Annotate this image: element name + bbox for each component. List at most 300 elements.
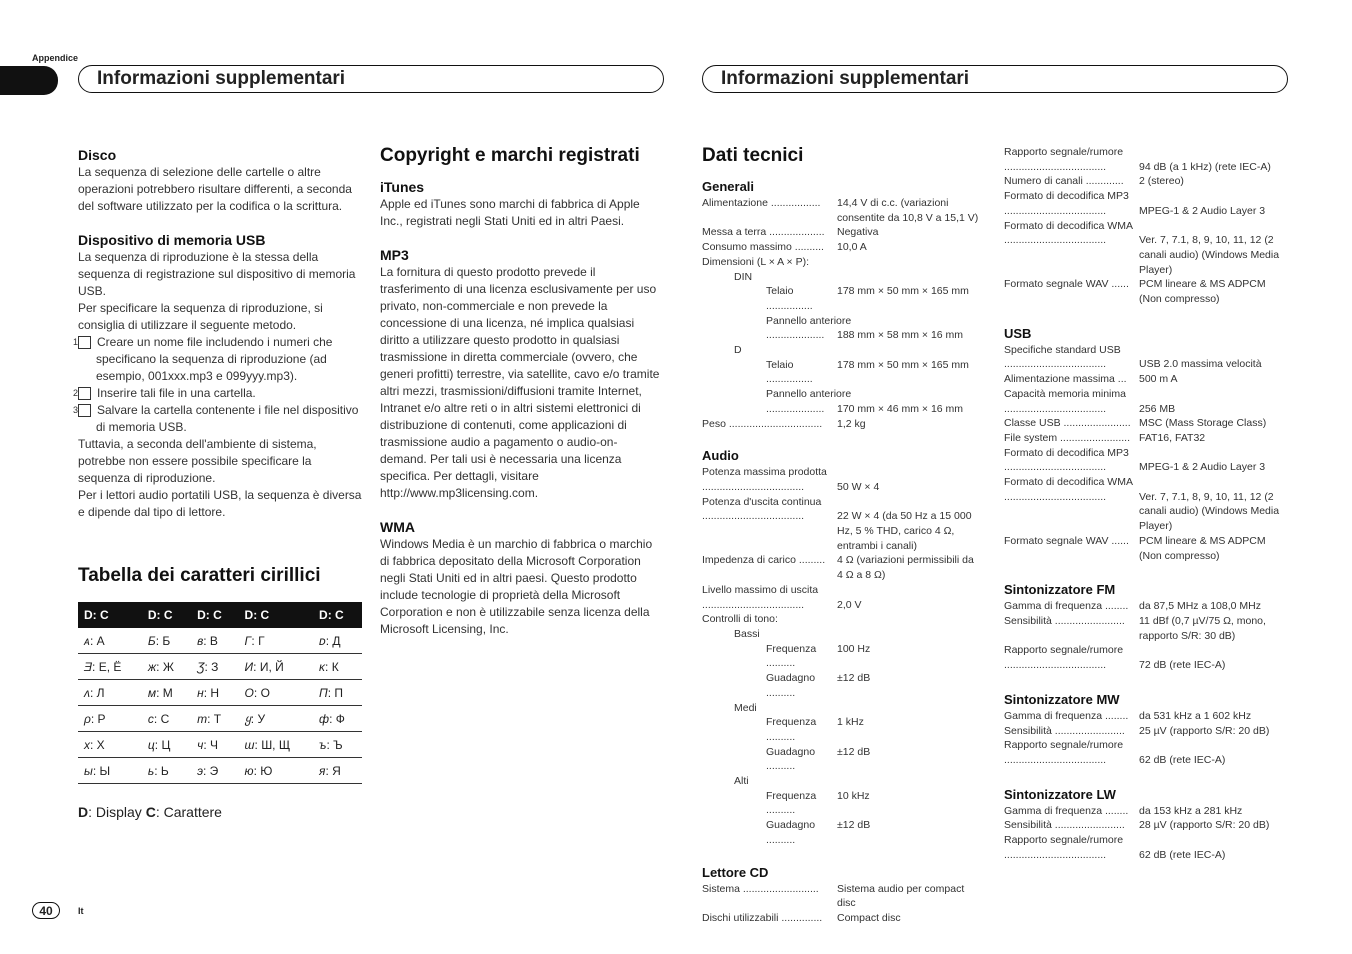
spec-label: Impedenza di carico ......... [702,554,826,567]
display-glyph: я [319,763,326,778]
disco-title: Disco [78,147,117,163]
cd-title: Lettore CD [702,864,769,880]
display-glyph: ь [147,763,155,778]
character: Ц [161,737,171,752]
right-top-specs [1004,145,1288,307]
cyrillic-cell: ʌ: Л [78,680,142,706]
spec-label: Formato di decodifica MP3 [1004,446,1129,459]
spec-label: Rapporto segnale/rumore [1004,146,1124,158]
usb-memory-p3: Tuttavia, a seconda dell'ambiente di sistema, potrebbe non essere possibile specificare la sequenza di riproduzione. [78,437,317,485]
usb-memory-p1: La sequenza di riproduzione è la stessa della sequenza di registrazione sul dispositivo di memoria USB. [78,250,356,298]
display-glyph: ᴀ [84,633,90,648]
spec-label: Guadagno .......... [766,819,816,846]
spec-row [702,465,982,480]
spec-value: 62 dB (rete IEC-A) [1139,848,1226,861]
spec-row [702,225,982,240]
section-label: Appendice [32,53,79,63]
display-glyph: ш [244,737,255,752]
disco-text: La sequenza di selezione delle cartelle o altre operazioni potrebbero risultare differenti, a seconda del software utilizzato per la codifica o la scrittura. [78,165,352,213]
column-2 [380,144,664,638]
spec-value: Ver. 7, 7.1, 8, 9, 10, 11, 12 (2 canali audio) (Windows Media Player) [1139,490,1280,533]
character: Г [258,633,265,648]
spec-row [702,583,982,598]
spec-row [702,270,982,285]
spec-label: Alimentazione massima ... [1004,373,1127,386]
copyright-title: Copyright e marchi registrati [380,145,640,166]
fm-title: Sintonizzatore FM [1004,582,1116,598]
spec-label: Specifiche standard USB [1004,343,1121,356]
spec-row [1004,204,1288,219]
spec-label: Telaio ................ [766,285,813,312]
spec-value: 10,0 A [837,241,867,254]
cyrillic-table-wrap [78,602,362,784]
spec-row [702,387,982,402]
spec-value: FAT16, FAT32 [1139,431,1206,444]
mp3-text: La fornitura di questo prodotto prevede il trasferimento di una licenza esclusivamente per uso privato, non-commerciale e non prevede la concessione di una licenza, né implica qualsiasi diritto a utilizzare questo prodotto in qualsiasi trasmissione in diretta commerciale (ovvero, che generi profitti) terrestre, via satellite, cavo e/o tramite altri mezzi, trasmissioni/diffusioni tramite Internet, Intranet e/o altre reti o in altri sistemi elettronici di distribuzione di contenuti, come applicazioni di trasmissione audio a pagamento o audio-on-demand. Per tali usi è necessaria una licenza specifica. Per dettagli, visitare http://www.mp3licensing.com. [380,265,660,500]
cyrillic-cell: О: О [239,680,313,706]
character: Ф [335,711,345,726]
spec-value: ±12 dB [837,672,871,685]
spec-row [702,818,982,847]
step-number: 2 [78,387,91,400]
spec-label: Guadagno .......... [766,672,816,699]
display-glyph: ĸ [319,659,326,674]
spec-label: ................................... [1004,753,1107,766]
character: Э [209,763,219,778]
display-glyph: ʌ [84,685,90,700]
spec-label: Gamma di frequenza ........ [1004,600,1129,613]
spec-value: 178 mm × 50 mm × 165 mm [837,285,969,298]
spec-value: 22 W × 4 (da 50 Hz a 15 000 Hz, 5 % THD, carico 4 Ω, entrambi i canali) [837,510,972,552]
character: К [331,659,339,674]
spec-row [702,553,982,582]
spec-row [702,343,982,358]
spec-label: Potenza massima prodotta [702,466,827,479]
character: И, Й [259,659,284,674]
legend-c: C [145,804,156,820]
spec-label: ................................... [702,598,805,611]
usb-step-3 [72,402,362,436]
display-glyph: ყ [244,711,251,726]
spec-row [1004,709,1288,724]
spec-row [1004,658,1288,673]
character: Б [162,633,171,648]
spec-value: da 531 kHz a 1 602 kHz [1139,709,1252,722]
spec-label: Medi [734,701,757,714]
spec-row [702,612,982,627]
spec-label: Guadagno .......... [766,745,816,773]
legend-d: D [78,804,89,820]
spec-value: PCM lineare & MS ADPCM (Non compresso) [1139,278,1266,306]
cyrillic-cell: ĸ: К [313,654,362,680]
spec-value: 4 Ω (variazioni permissibili da 4 Ω a 8 Ω) [837,554,974,582]
cyrillic-header-cell: D: C [313,602,362,628]
spec-label: ................................... [702,510,805,523]
character: Ш, Щ [261,737,291,752]
spec-label: Consumo massimo .......... [702,241,824,254]
spec-value: Sistema audio per compact disc [837,882,965,910]
cyrillic-cell: ю: Ю [239,758,313,784]
display-glyph: Ƃ [147,633,156,648]
cyrillic-row [78,654,362,680]
cyrillic-header-cell: D: C [142,602,191,628]
spec-row [702,911,982,926]
spec-label: Pannello anteriore [766,314,852,327]
itunes-text: Apple ed iTunes sono marchi di fabbrica di Apple Inc., registrati negli Stati Uniti ed in altri Paesi. [380,197,640,228]
cyrillic-cell: П: П [313,680,362,706]
spec-value: 2 (stereo) [1139,175,1184,188]
spec-row [702,417,982,432]
spec-row [1004,145,1288,160]
display-glyph: э [197,763,203,778]
spec-value: Negativa [837,226,879,239]
spec-label: Dimensioni (L × A × P): [702,255,809,268]
spec-row [1004,460,1288,475]
spec-label: ................................... [1004,358,1107,371]
spec-row [702,715,982,744]
cyrillic-cell: я: Я [313,758,362,784]
character: А [96,633,105,648]
spec-label: Formato di decodifica WMA [1004,219,1133,232]
display-glyph: Γ [244,633,252,648]
character: С [160,711,170,726]
spec-row [1004,219,1288,234]
step-text: Creare un nome file includendo i numeri che specificano la sequenza di riproduzione (ad esempio, 001xxx.mp3 e 099yyy.mp3). [96,335,333,383]
usb-memory-p4: Per i lettori audio portatili USB, la sequenza è diversa e dipende dal tipo di lettore. [78,488,362,519]
spec-value: 100 Hz [837,642,871,655]
cyrillic-cell: э: Э [191,758,238,784]
spec-value: 28 µV (rapporto S/R: 20 dB) [1139,819,1270,832]
spec-value: MPEG-1 & 2 Audio Layer 3 [1139,461,1266,474]
spec-value: 14,4 V di c.c. (variazioni consentite da 10,8 V a 15,1 V) [837,197,979,224]
spec-row [1004,174,1288,189]
display-glyph: ᴍ [147,685,157,700]
spec-row [1004,446,1288,461]
spec-label: ................................... [1004,490,1107,503]
spec-row [702,745,982,774]
spec-value: 256 MB [1139,402,1176,415]
spec-value: 10 kHz [837,789,870,802]
spec-row [702,284,982,313]
display-glyph: ы [84,763,93,778]
character: Ж [162,659,174,674]
display-glyph: ʜ [197,685,204,700]
usb-memory-title: Dispositivo di memoria USB [78,232,266,248]
cyrillic-cell: ρ: Р [78,706,142,732]
spec-row [702,240,982,255]
spec-label: Potenza d'uscita continua [702,495,822,508]
display-glyph: Ǝ [84,659,93,674]
spec-value: ±12 dB [837,745,871,758]
spec-value: Ver. 7, 7.1, 8, 9, 10, 11, 12 (2 canali audio) (Windows Media Player) [1139,234,1280,276]
spec-label: Peso ................................ [702,417,823,430]
spec-row [1004,614,1288,643]
cyrillic-cell: ʙ: В [191,628,238,654]
spec-label: Sistema .......................... [702,882,819,895]
character: Р [97,711,106,726]
spec-row [1004,818,1288,833]
legend-c-text: : Carattere [155,804,222,820]
cyrillic-cell: Ǝ: Е, Ё [78,654,142,680]
spec-row [702,789,982,818]
cyrillic-cell: Ʒ: З [191,654,238,680]
spec-label: Bassi [734,627,760,640]
character: Ь [160,763,169,778]
lw-title: Sintonizzatore LW [1004,786,1116,802]
spec-row [1004,189,1288,204]
spec-label: DIN [734,270,753,283]
cyrillic-cell: ᴍ: М [142,680,191,706]
step-number: 1 [78,336,91,349]
spec-label: Alti [734,775,749,788]
cyrillic-row [78,680,362,706]
spec-label: Alimentazione ................. [702,197,821,209]
spec-label: Classe USB ....................... [1004,417,1131,430]
tech-title: Dati tecnici [702,145,804,166]
cyrillic-row [78,732,362,758]
spec-value: MPEG-1 & 2 Audio Layer 3 [1139,204,1266,217]
usb-title: USB [1004,325,1032,341]
cyrillic-cell: x: Х [78,732,142,758]
spec-label: ................................... [1004,848,1107,861]
display-glyph: т [197,711,208,726]
display-glyph: ъ [319,737,327,752]
character: З [211,659,219,674]
spec-label: Messa a terra ................... [702,226,825,239]
lw-specs [1004,804,1288,863]
spec-row [1004,387,1288,402]
cyrillic-row [78,628,362,654]
spec-value: Compact disc [837,911,901,924]
usb-step-2 [72,385,362,402]
right-page-header: Informazioni supplementari [702,65,1288,93]
cyrillic-cell: Ƃ: Б [142,628,191,654]
spec-label: D [734,344,742,357]
spec-row [1004,833,1288,848]
spec-row [702,627,982,642]
spec-row [1004,233,1288,277]
wma-text: Windows Media è un marchio di fabbrica o marchio di fabbrica depositato della Microsoft Corporation negli Stati Uniti ed in altri paesi. Questo prodotto include tecnologie di proprietà della Microsoft Corporation e non è utilizzabile senza licenza della Microsoft Licensing, Inc. [380,537,653,636]
cyrillic-cell: ᴀ: А [78,628,142,654]
mw-specs [1004,709,1288,768]
display-glyph: ц [147,737,155,752]
spec-value: da 153 kHz a 281 kHz [1139,804,1243,817]
spec-value: MSC (Mass Storage Class) [1139,417,1267,430]
cyrillic-cell: ყ: У [239,706,313,732]
character: М [162,685,173,700]
character: У [257,711,266,726]
spec-value: 25 µV (rapporto S/R: 20 dB) [1139,724,1270,737]
spec-row [702,495,982,510]
spec-label: Rapporto segnale/rumore [1004,644,1124,657]
spec-label: ................................... [1004,160,1107,173]
spec-label: Livello massimo di uscita [702,583,819,596]
display-glyph: ф [319,711,330,726]
character: Ъ [333,737,343,752]
spec-value: 188 mm × 58 mm × 16 mm [837,329,964,342]
cyrillic-cell: ы: Ы [78,758,142,784]
spec-row [1004,343,1288,358]
spec-value: 94 dB (a 1 kHz) (rete IEC-A) [1139,160,1271,173]
display-glyph: О [244,685,254,700]
spec-value: 1 kHz [837,716,864,729]
cyrillic-cell: т: Т [191,706,238,732]
display-glyph: Ʒ [197,659,205,674]
display-glyph: ϲ [147,711,154,726]
cyrillic-row [78,758,362,784]
character: Д [332,633,341,648]
audio-title: Audio [702,448,739,464]
page-number: 40 [32,902,60,919]
mw-title: Sintonizzatore MW [1004,691,1120,707]
cyrillic-header-cell: D: C [78,602,142,628]
spec-label: Sensibilità ........................ [1004,614,1125,627]
cyrillic-cell: ж: Ж [142,654,191,680]
spec-row [702,774,982,789]
spec-row [1004,431,1288,446]
cd-specs [702,882,982,926]
cyrillic-cell: ц: Ц [142,732,191,758]
spec-row [1004,402,1288,417]
spec-row [1004,724,1288,739]
generali-title: Generali [702,179,755,194]
spec-label: Pannello anteriore [766,388,852,401]
character: Ю [260,763,273,778]
character: Х [96,737,105,752]
character: Е, Ё [98,659,122,674]
spec-label: Rapporto segnale/rumore [1004,739,1124,752]
spec-row [1004,738,1288,753]
spec-label: Frequenza .......... [766,716,817,743]
cyrillic-legend [78,804,222,820]
spec-row [1004,357,1288,372]
spec-label: Numero di canali ............. [1004,175,1124,188]
step-text: Inserire tali file in una cartella. [97,386,256,400]
cyrillic-cell: ᴅ: Д [313,628,362,654]
cyrillic-cell: И: И, Й [239,654,313,680]
audio-specs [702,465,982,847]
cyrillic-table [78,602,362,784]
character: О [260,685,270,700]
usb-memory-p2: Per specificare la sequenza di riproduzione, si consiglia di utilizzare il seguente metodo. [78,301,323,332]
spec-row [702,642,982,671]
cyrillic-cell: ь: Ь [142,758,191,784]
cyrillic-row [78,706,362,732]
display-glyph: ю [244,763,254,778]
cyrillic-header-cell: D: C [191,602,238,628]
spec-value: 62 dB (rete IEC-A) [1139,753,1226,766]
spec-label: Controlli di tono: [702,613,778,626]
usb-step-1 [72,334,362,385]
cyrillic-cell: ъ: Ъ [313,732,362,758]
spec-label: Dischi utilizzabili .............. [702,911,823,924]
display-glyph: ч [197,737,204,752]
cyrillic-cell: ч: Ч [191,732,238,758]
display-glyph: П [319,685,328,700]
spec-row [1004,804,1288,819]
fm-specs [1004,599,1288,673]
spec-row [702,328,982,343]
itunes-title: iTunes [380,179,425,195]
spec-row [1004,372,1288,387]
spec-value: ±12 dB [837,819,871,832]
spec-row [1004,475,1288,490]
column-1 [72,146,362,521]
spec-row [1004,490,1288,534]
spec-row [1004,599,1288,614]
spec-label: Telaio ................ [766,358,813,386]
spec-label: Gamma di frequenza ........ [1004,709,1129,722]
spec-row [702,509,982,553]
step-text: Salvare la cartella contenente i file nel dispositivo di memoria USB. [96,403,359,434]
spec-label: Capacità memoria minima [1004,387,1126,400]
spec-label: Formato di decodifica MP3 [1004,190,1129,203]
mp3-title: MP3 [380,247,409,263]
display-glyph: ж [147,659,157,674]
spec-row [702,598,982,613]
spec-row [702,358,982,387]
cyrillic-cell: ш: Ш, Щ [239,732,313,758]
spec-row [1004,416,1288,431]
spec-value: 178 mm × 50 mm × 165 mm [837,358,969,371]
character: Н [210,685,220,700]
column-4 [1004,145,1288,862]
spec-label: Gamma di frequenza ........ [1004,804,1129,817]
spec-value: 1,2 kg [837,417,866,430]
spec-row [1004,753,1288,768]
spec-value: 72 dB (rete IEC-A) [1139,659,1226,672]
spec-label: .................... [766,329,825,342]
spec-label: ................................... [1004,402,1107,415]
usb-specs [1004,343,1288,564]
cyrillic-cell: ʜ: Н [191,680,238,706]
spec-row [1004,534,1288,563]
wma-title: WMA [380,519,415,535]
spec-row [1004,277,1288,306]
language-code: It [78,906,84,916]
cyrillic-header-cell: D: C [239,602,313,628]
spec-value: 500 m A [1139,373,1178,386]
spec-row [1004,160,1288,175]
cyrillic-cell: ф: Ф [313,706,362,732]
spec-row [1004,848,1288,863]
display-glyph: ʙ [197,633,204,648]
spec-label: Formato di decodifica WMA [1004,476,1133,489]
character: В [209,633,218,648]
spec-label: Sensibilità ........................ [1004,819,1125,832]
spec-value: 11 dBf (0,7 µV/75 Ω, mono, rapporto S/R: 30 dB) [1139,614,1266,642]
display-glyph: ᴅ [319,633,326,648]
spec-label: Sensibilità ........................ [1004,724,1125,737]
legend-d-text: : Display [88,804,146,820]
spec-label: ................................... [1004,204,1107,217]
spec-row [702,480,982,495]
spec-label: Formato segnale WAV ...... [1004,534,1129,547]
spec-value: da 87,5 MHz a 108,0 MHz [1139,600,1261,613]
display-glyph: ρ [84,711,91,726]
spec-value: PCM lineare & MS ADPCM (Non compresso) [1139,534,1266,562]
spec-value: 50 W × 4 [837,480,880,493]
character: Л [96,685,105,700]
spec-row [702,882,982,911]
spec-label: File system ........................ [1004,431,1131,444]
spec-value: 2,0 V [837,598,862,611]
spec-label: Frequenza .......... [766,642,817,670]
character: Ы [99,763,111,778]
spec-label: ................................... [1004,234,1107,247]
cyrillic-title: Tabella dei caratteri cirillici [78,565,321,586]
step-number: 3 [78,404,91,417]
